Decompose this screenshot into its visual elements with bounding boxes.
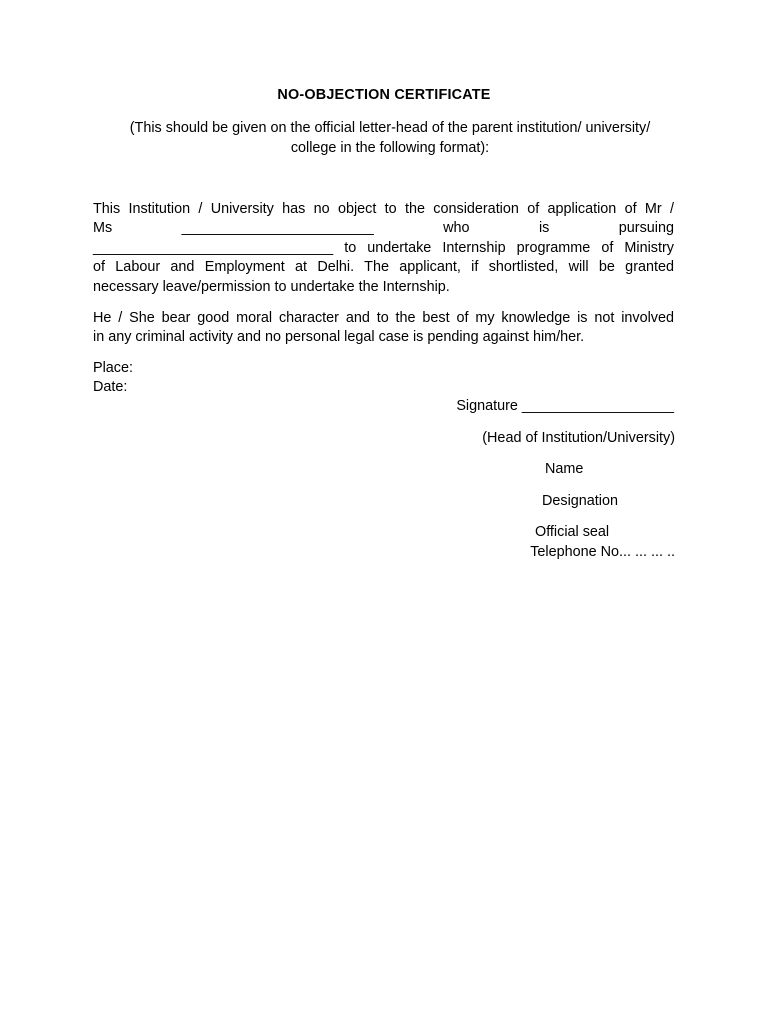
telephone-label: Telephone No... ... ... .. bbox=[530, 544, 675, 560]
format-instruction-line-2: college in the following format): bbox=[290, 139, 490, 156]
consent-line-3: ______________________________ to undertake Internship programme of Ministry bbox=[93, 239, 674, 256]
consent-paragraph bbox=[93, 200, 674, 297]
official-seal-label: Official seal bbox=[535, 524, 610, 540]
character-line-1: He / She bear good moral character and to the best of my knowledge is not involved bbox=[93, 310, 674, 326]
format-instruction-line-1: (This should be given on the official letter-head of the parent institution/ university/ bbox=[129, 120, 651, 136]
designation-label: Designation bbox=[542, 493, 619, 509]
consent-line-4: of Labour and Employment at Delhi. The applicant, if shortlisted, will be granted bbox=[93, 259, 674, 276]
character-paragraph bbox=[93, 309, 674, 348]
date-label: Date: bbox=[93, 379, 128, 395]
certificate-title: NO-OBJECTION CERTIFICATE bbox=[277, 87, 491, 103]
consent-line-5: necessary leave/permission to undertake the Internship. bbox=[93, 278, 450, 295]
format-instruction bbox=[95, 119, 685, 158]
name-label: Name bbox=[545, 461, 584, 477]
consent-line-1: This Institution / University has no object to the consideration of application of Mr / bbox=[93, 201, 674, 217]
head-of-institution-label: (Head of Institution/University) bbox=[482, 430, 675, 446]
consent-line-2: Ms ________________________ who is pursuing bbox=[93, 220, 674, 237]
character-line-2: in any criminal activity and no personal legal case is pending against him/her. bbox=[93, 329, 585, 346]
signature-line: Signature ___________________ bbox=[456, 398, 674, 414]
place-label: Place: bbox=[93, 360, 133, 376]
